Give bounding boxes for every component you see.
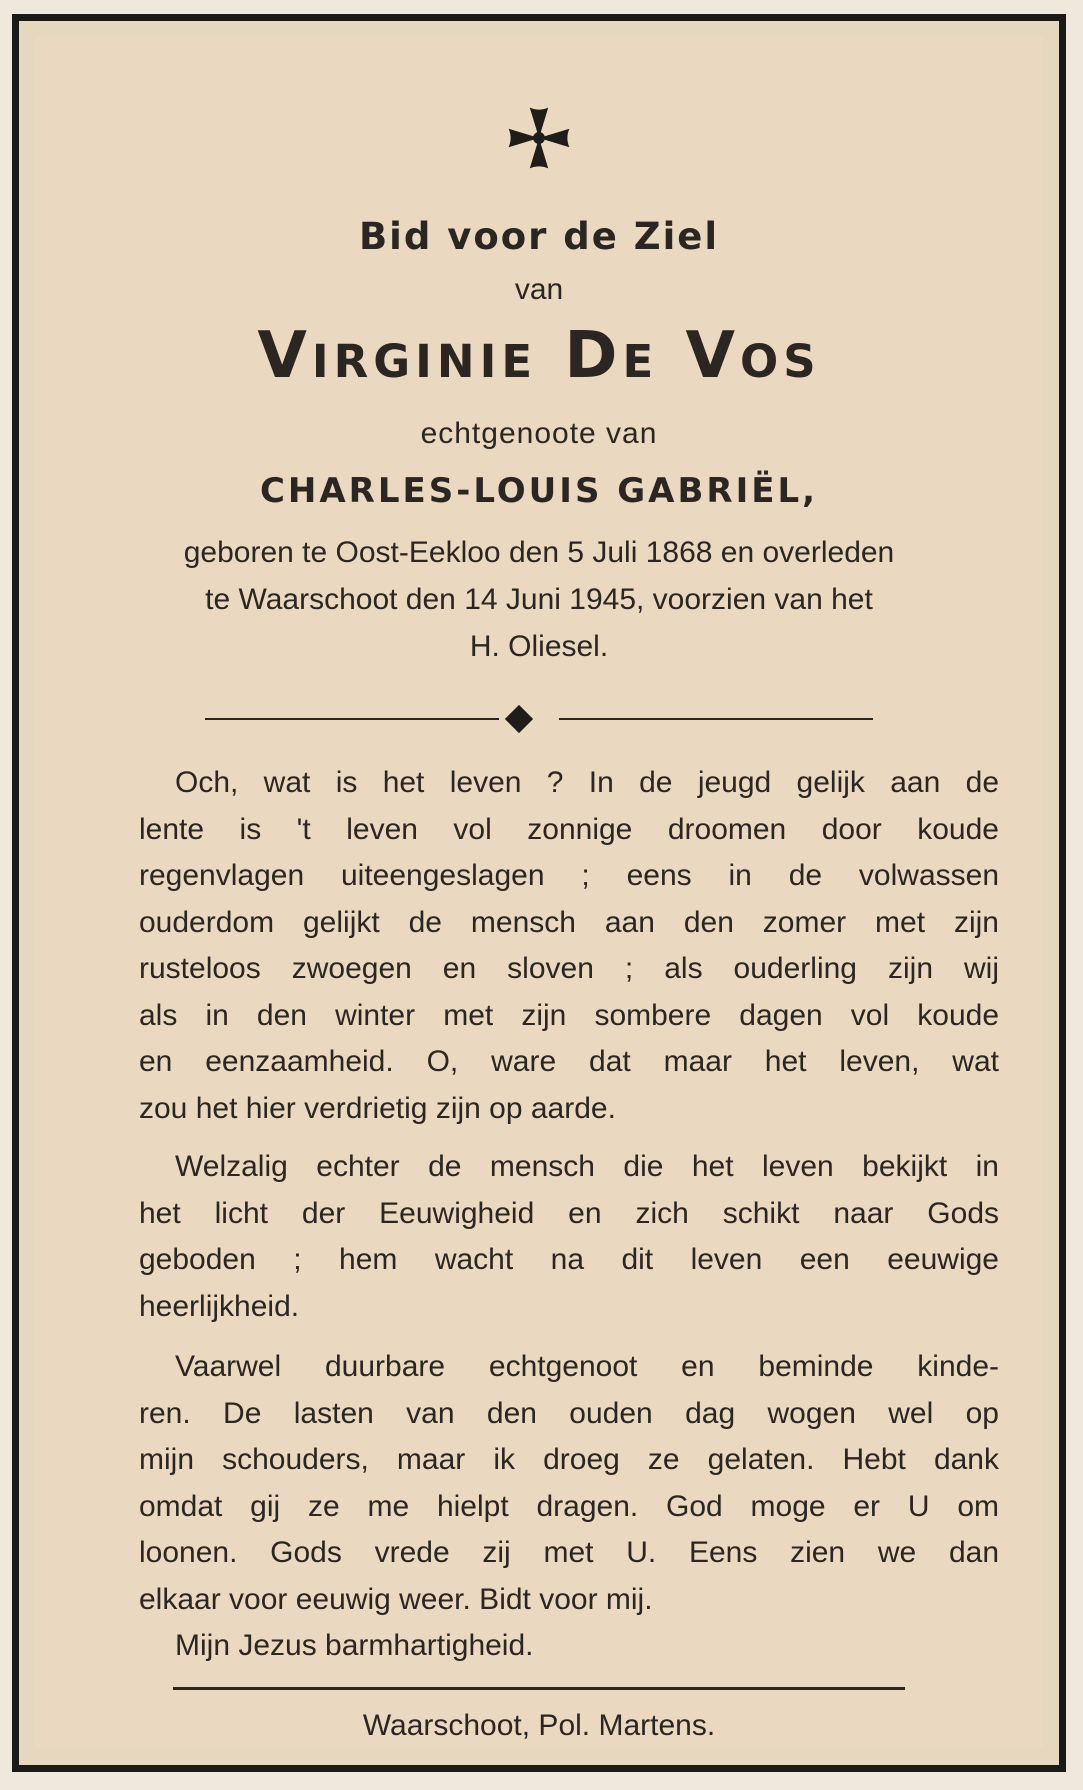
text-line: geboden ; hem wacht na dit leven een eeuwige [139,1243,999,1276]
paragraph-farewell [139,1344,999,1670]
deceased-name: Virginie De Vos [257,319,821,393]
text-line: elkaar voor eeuwig weer. Bidt voor mij. [139,1582,653,1616]
text-line: rusteloos zwoegen en sloven ; als ouderling zijn wij [139,952,999,985]
text-line: Welzalig echter de mensch die het leven bekijkt in [175,1150,999,1183]
biography [131,529,947,670]
ornamental-divider [205,709,873,729]
spouse-prefix: echtgenoote van [420,417,658,450]
text-line: mijn schouders, maar ik droeg ze gelaten. Hebt dank [139,1443,999,1476]
text-line: ouderdom gelijkt de mensch aan den zomer met zijn [139,905,999,939]
text-line: omdat gij ze me hielpt dragen. God moge er U om [139,1489,999,1523]
diamond-icon [505,705,533,733]
text-line: loonen. Gods vrede zij met U. Eens zien we dan [139,1536,999,1569]
text-line: Vaarwel duurbare echtgenoot en beminde kinde- [175,1350,999,1383]
bio-line: te Waarschoot den 14 Juni 1945, voorzien van het [205,583,873,616]
text-line: heerlijkheid. [139,1289,300,1323]
divider-line-left [205,718,499,720]
cross-pattee-icon [506,105,572,171]
bio-line: geboren te Oost-Eekloo den 5 Juli 1868 en overleden [183,536,895,569]
text-line: en eenzaamheid. O, ware dat maar het leven, wat [139,1045,999,1078]
divider-line-right [559,718,873,720]
prayer-heading: Bid voor de Ziel [358,215,720,258]
card-paper [35,37,1043,1749]
text-line: lente is 't leven vol zonnige droomen door koude [139,812,999,846]
text-line: regenvlagen uiteengeslagen ; eens in de volwassen [139,859,999,892]
prayer-of: van [514,273,564,306]
text-line: ren. De lasten van den ouden dag wogen wel op [139,1396,999,1430]
printer-credit: Waarschoot, Pol. Martens. [362,1709,716,1742]
text-line: Mijn Jezus barmhartigheid. [175,1629,534,1662]
paragraph-eternity [139,1144,999,1330]
text-line: als in den winter met zijn sombere dagen vol koude [139,998,999,1032]
spouse-name: CHARLES-LOUIS GABRIËL, [259,471,819,511]
text-line: Och, wat is het leven ? In de jeugd gelijk aan de [175,766,999,799]
memorial-card [12,14,1066,1772]
paragraph-life [139,760,999,1132]
text-line: het licht der Eeuwigheid en zich schikt naar Gods [139,1196,999,1230]
text-line: zou het hier verdrietig zijn op aarde. [139,1091,616,1125]
bottom-rule [173,1687,905,1690]
bio-line: H. Oliesel. [469,630,609,663]
